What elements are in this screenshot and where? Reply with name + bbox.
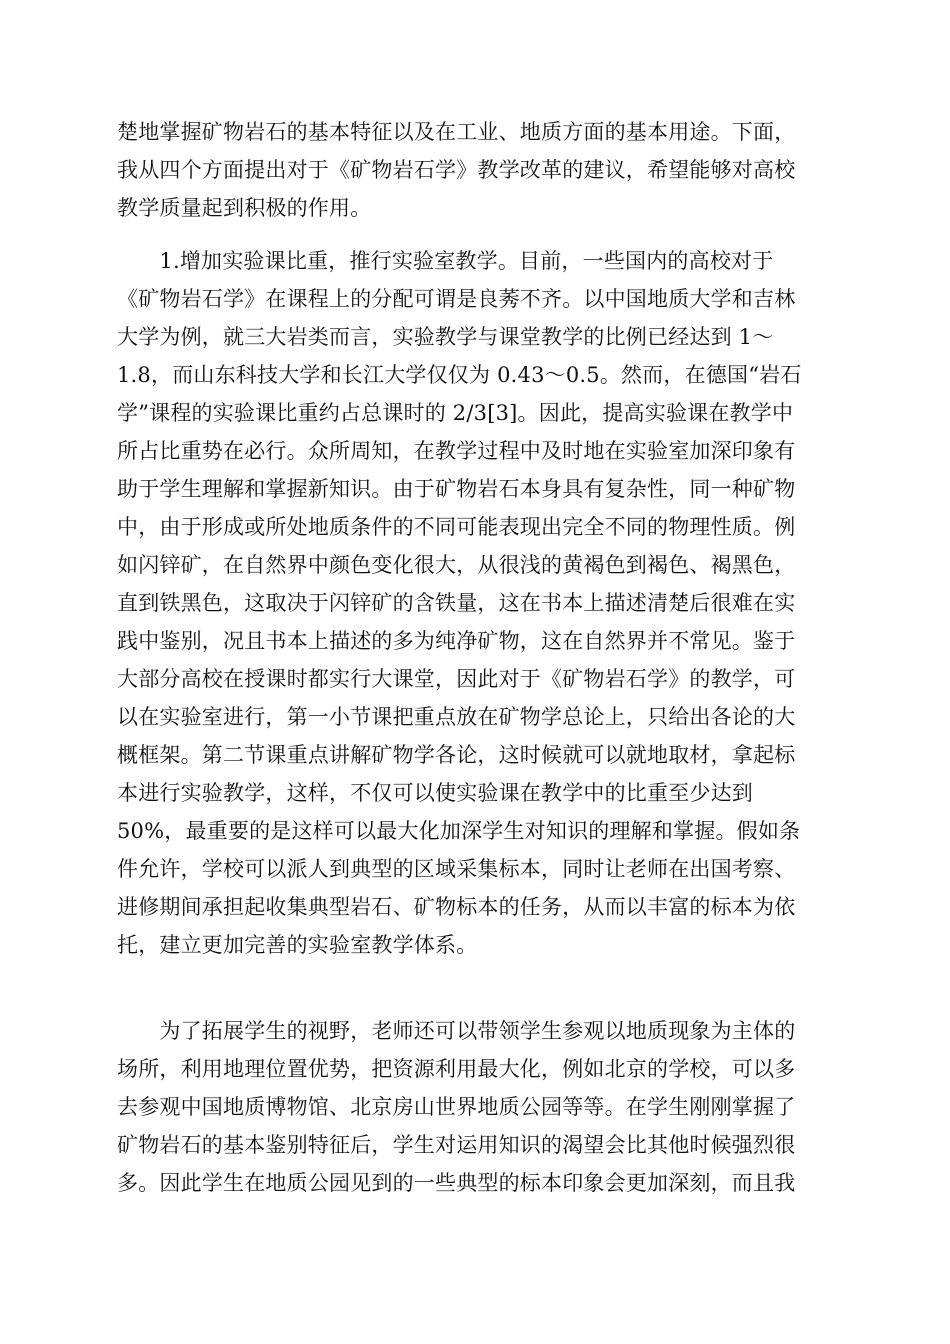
text-line: 为了拓展学生的视野，老师还可以带领学生参观以地质现象为主体的 [117,1019,796,1043]
text-line: 本进行实验教学，这样，不仅可以使实验课在教学中的比重至少达到 [117,781,753,805]
text-line: 以在实验室进行，第一小节课把重点放在矿物学总论上，只给出各论的大 [117,705,796,729]
text-line: 助于学生理解和掌握新知识。由于矿物岩石本身具有复杂性，同一种矿物 [117,477,796,501]
text-line: 《矿物岩石学》在课程上的分配可谓是良莠不齐。以中国地质大学和吉林 [117,287,796,311]
text-line: 场所，利用地理位置优势，把资源利用最大化，例如北京的学校，可以多 [117,1057,796,1081]
text-line: 概框架。第二节课重点讲解矿物学各论，这时候就可以就地取材，拿起标 [117,743,796,767]
text-line: 直到铁黑色，这取决于闪锌矿的含铁量，这在书本上描述清楚后很难在实 [117,591,796,615]
text-line: 学”课程的实验课比重约占总课时的 2/3[3]。因此，提高实验课在教学中 [117,401,794,425]
text-line: 多。因此学生在地质公园见到的一些典型的标本印象会更加深刻，而且我 [117,1171,796,1195]
text-line: 50%，最重要的是这样可以最大化加深学生对知识的理解和掌握。假如条 [117,819,801,843]
text-line: 所占比重势在必行。众所周知，在教学过程中及时地在实验室加深印象有 [117,439,796,463]
text-line: 中，由于形成或所处地质条件的不同可能表现出完全不同的物理性质。例 [117,515,796,539]
paragraph-lab-teaching [117,242,837,964]
paragraph-field-visits [117,1012,837,1202]
text-line: 1.8，而山东科技大学和长江大学仅仅为 0.43～0.5。然而，在德国“岩石 [117,363,802,387]
text-line: 楚地掌握矿物岩石的基本特征以及在工业、地质方面的基本用途。下面， [117,120,796,144]
text-line: 托，建立更加完善的实验室教学体系。 [117,933,478,957]
text-line: 去参观中国地质博物馆、北京房山世界地质公园等等。在学生刚刚掌握了 [117,1095,796,1119]
text-line: 大部分高校在授课时都实行大课堂，因此对于《矿物岩石学》的教学，可 [117,667,796,691]
text-line: 矿物岩石的基本鉴别特征后，学生对运用知识的渴望会比其他时候强烈很 [117,1133,796,1157]
text-line: 件允许，学校可以派人到典型的区域采集标本，同时让老师在出国考察、 [117,857,796,881]
text-line: 如闪锌矿，在自然界中颜色变化很大，从很浅的黄褐色到褐色、褐黑色， [117,553,796,577]
text-line: 践中鉴别，况且书本上描述的多为纯净矿物，这在自然界并不常见。鉴于 [117,629,796,653]
text-line: 大学为例，就三大岩类而言，实验教学与课堂教学的比例已经达到 1～ [117,325,774,349]
text-line: 我从四个方面提出对于《矿物岩石学》教学改革的建议，希望能够对高校 [117,158,796,182]
paragraph-continuation [117,113,837,227]
text-line: 教学质量起到积极的作用。 [117,196,372,220]
text-line: 1.增加实验课比重，推行实验室教学。目前，一些国内的高校对于 [117,249,774,273]
text-line: 进修期间承担起收集典型岩石、矿物标本的任务，从而以丰富的标本为依 [117,895,796,919]
